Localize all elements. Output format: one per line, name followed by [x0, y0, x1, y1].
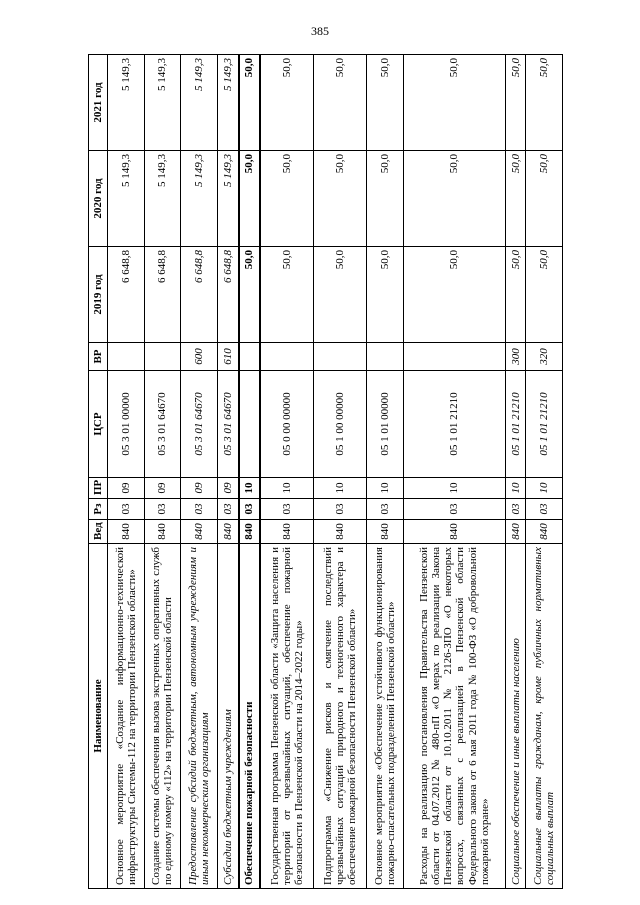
cell-name: Государственная программа Пензенской области «Защита населения и территорий от чрезвычайных ситуаций, обеспечение пожарной безопасности в Пензенской области на 2014–2022 годы» — [260, 544, 314, 889]
cell-y2019: 50,0 — [239, 247, 261, 343]
cell-y2019: 50,0 — [403, 247, 505, 343]
cell-ved: 840 — [526, 520, 563, 544]
table-row — [526, 55, 563, 889]
cell-rz: 03 — [144, 499, 181, 520]
header-rz: Рз — [89, 499, 108, 520]
header-pr: ПР — [89, 478, 108, 499]
cell-name: Социальные выплаты гражданам, кроме публичных нормативных социальных выплат — [526, 544, 563, 889]
cell-y2021: 50,0 — [367, 55, 404, 151]
cell-csr — [239, 371, 261, 478]
cell-csr: 05 0 00 00000 — [260, 371, 314, 478]
cell-y2021: 5 149,3 — [181, 55, 218, 151]
cell-y2020: 5 149,3 — [217, 151, 238, 247]
cell-vr: 610 — [217, 343, 238, 371]
table-row — [260, 55, 314, 889]
cell-ved: 840 — [367, 520, 404, 544]
header-vr: ВР — [89, 343, 108, 371]
cell-csr: 05 3 01 64670 — [217, 371, 238, 478]
table-row — [367, 55, 404, 889]
cell-csr: 05 3 01 64670 — [144, 371, 181, 478]
cell-rz: 03 — [260, 499, 314, 520]
cell-y2019: 50,0 — [367, 247, 404, 343]
cell-csr: 05 1 01 21210 — [505, 371, 525, 478]
cell-csr: 05 3 01 64670 — [181, 371, 218, 478]
cell-vr — [314, 343, 367, 371]
cell-vr: 300 — [505, 343, 525, 371]
header-2020: 2020 год — [89, 151, 108, 247]
cell-y2020: 50,0 — [403, 151, 505, 247]
cell-y2019: 50,0 — [260, 247, 314, 343]
cell-y2021: 50,0 — [526, 55, 563, 151]
cell-y2019: 50,0 — [314, 247, 367, 343]
cell-ved: 840 — [403, 520, 505, 544]
cell-y2019: 6 648,8 — [108, 247, 145, 343]
cell-y2021: 50,0 — [505, 55, 525, 151]
cell-pr: 10 — [260, 478, 314, 499]
cell-y2021: 5 149,3 — [144, 55, 181, 151]
cell-pr: 10 — [526, 478, 563, 499]
cell-rz: 03 — [239, 499, 261, 520]
cell-name: Субсидии бюджетным учреждениям — [217, 544, 238, 889]
table-row — [505, 55, 525, 889]
cell-y2019: 50,0 — [526, 247, 563, 343]
cell-ved: 840 — [239, 520, 261, 544]
cell-ved: 840 — [181, 520, 218, 544]
header-2021: 2021 год — [89, 55, 108, 151]
header-name: Наименование — [89, 544, 108, 889]
header-csr: ЦСР — [89, 371, 108, 478]
cell-name: Обеспечение пожарной безопасности — [239, 544, 261, 889]
cell-y2020: 50,0 — [367, 151, 404, 247]
cell-pr: 09 — [181, 478, 218, 499]
cell-csr: 05 3 01 00000 — [108, 371, 145, 478]
cell-y2020: 5 149,3 — [108, 151, 145, 247]
cell-name: Расходы на реализацию постановления Правительства Пензенской области от 04.07.2012 № 480-пП «О мерах по реализации Закона Пензенской области от 10.10.2011 № 2126-ЗПО «О некоторых вопросах, связанных с реализацией в Пензенской области Федерального закона от 6 мая 2011 года № 100-ФЗ «О добровольной пожарной охране» — [403, 544, 505, 889]
cell-y2020: 50,0 — [239, 151, 261, 247]
table-row — [144, 55, 181, 889]
cell-y2019: 6 648,8 — [181, 247, 218, 343]
cell-y2019: 6 648,8 — [217, 247, 238, 343]
cell-name: Подпрограмма «Снижение рисков и смягчение последствий чрезвычайных ситуаций природного и техногенного характера и обеспечение пожарной безопасности Пензенской области» — [314, 544, 367, 889]
cell-y2021: 50,0 — [314, 55, 367, 151]
cell-csr: 05 1 01 21210 — [526, 371, 563, 478]
cell-rz: 03 — [526, 499, 563, 520]
cell-name: Основное мероприятие «Обеспечение устойчивого функционирования пожарно-спасательных подразделений Пензенской области» — [367, 544, 404, 889]
cell-pr: 09 — [108, 478, 145, 499]
cell-vr — [367, 343, 404, 371]
cell-y2019: 50,0 — [505, 247, 525, 343]
cell-rz: 03 — [403, 499, 505, 520]
cell-pr: 10 — [403, 478, 505, 499]
cell-y2020: 50,0 — [505, 151, 525, 247]
cell-ved: 840 — [505, 520, 525, 544]
cell-ved: 840 — [260, 520, 314, 544]
table-row — [314, 55, 367, 889]
cell-y2020: 50,0 — [314, 151, 367, 247]
cell-y2020: 5 149,3 — [144, 151, 181, 247]
cell-vr — [239, 343, 261, 371]
cell-vr — [108, 343, 145, 371]
cell-y2020: 5 149,3 — [181, 151, 218, 247]
rotated-table-container — [88, 55, 563, 889]
table-header-row — [89, 55, 108, 889]
cell-rz: 03 — [181, 499, 218, 520]
cell-pr: 10 — [239, 478, 261, 499]
cell-pr: 09 — [217, 478, 238, 499]
cell-y2020: 50,0 — [260, 151, 314, 247]
cell-vr — [403, 343, 505, 371]
cell-rz: 03 — [367, 499, 404, 520]
cell-y2021: 50,0 — [260, 55, 314, 151]
cell-vr — [260, 343, 314, 371]
cell-y2020: 50,0 — [526, 151, 563, 247]
cell-rz: 03 — [505, 499, 525, 520]
header-2019: 2019 год — [89, 247, 108, 343]
cell-y2021: 5 149,3 — [217, 55, 238, 151]
cell-rz: 03 — [314, 499, 367, 520]
header-ved: Вед — [89, 520, 108, 544]
cell-rz: 03 — [217, 499, 238, 520]
table-row — [217, 55, 238, 889]
cell-y2021: 5 149,3 — [108, 55, 145, 151]
budget-table — [88, 54, 563, 889]
cell-ved: 840 — [217, 520, 238, 544]
cell-vr: 600 — [181, 343, 218, 371]
cell-name: Основное мероприятие «Создание информационно-технической инфраструктуры Системы-112 на территории Пензенской области» — [108, 544, 145, 889]
cell-pr: 10 — [505, 478, 525, 499]
cell-rz: 03 — [108, 499, 145, 520]
table-row — [108, 55, 145, 889]
cell-csr: 05 1 01 21210 — [403, 371, 505, 478]
cell-vr — [144, 343, 181, 371]
cell-pr: 09 — [144, 478, 181, 499]
table-row — [181, 55, 218, 889]
cell-csr: 05 1 00 00000 — [314, 371, 367, 478]
cell-y2019: 6 648,8 — [144, 247, 181, 343]
cell-pr: 10 — [367, 478, 404, 499]
cell-name: Социальное обеспечение и иные выплаты населению — [505, 544, 525, 889]
cell-name: Предоставление субсидий бюджетным, автономным учреждениям и иным некоммерческим организациям — [181, 544, 218, 889]
cell-pr: 10 — [314, 478, 367, 499]
cell-ved: 840 — [144, 520, 181, 544]
page-number: 385 — [311, 24, 329, 38]
table-row — [403, 55, 505, 889]
cell-vr: 320 — [526, 343, 563, 371]
cell-ved: 840 — [108, 520, 145, 544]
cell-y2021: 50,0 — [403, 55, 505, 151]
cell-y2021: 50,0 — [239, 55, 261, 151]
cell-ved: 840 — [314, 520, 367, 544]
cell-name: Создание системы обеспечения вызова экстренных оперативных служб по единому номеру «112» на территории Пензенской области — [144, 544, 181, 889]
table-row — [239, 55, 261, 889]
cell-csr: 05 1 01 00000 — [367, 371, 404, 478]
